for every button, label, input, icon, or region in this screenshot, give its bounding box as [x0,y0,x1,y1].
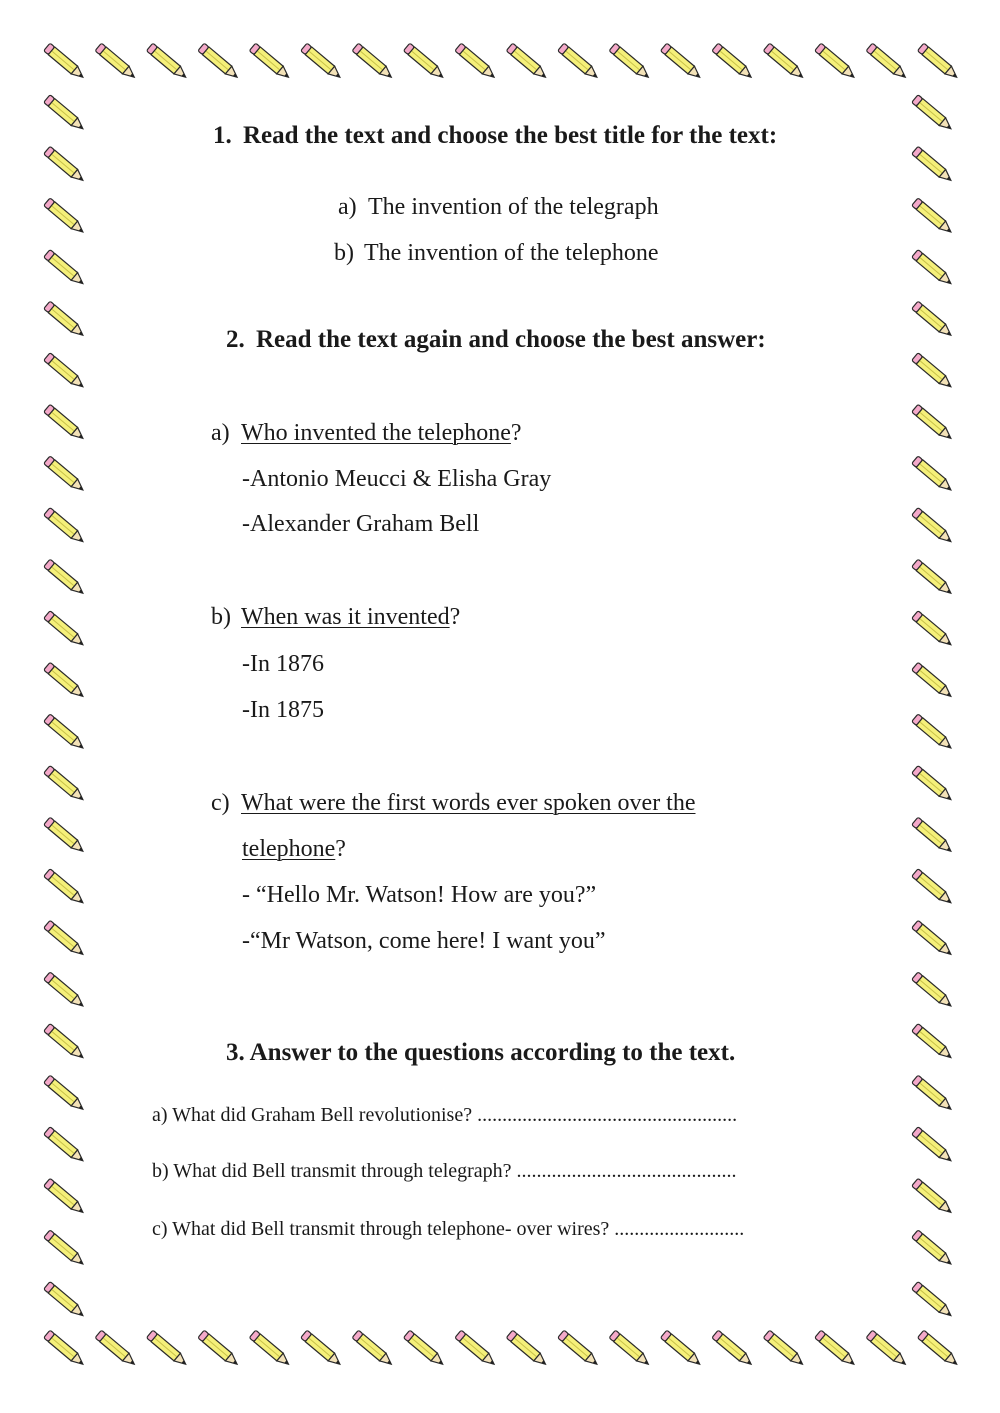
pencil-icon [912,146,954,184]
pencil-icon [912,1282,954,1320]
section3-question-a: a) What did Graham Bell revolutionise? .................................................... [152,1104,738,1126]
pencil-icon [352,1330,394,1368]
pencil-icon [912,508,954,546]
pencil-icon [917,43,959,81]
pencil-icon [455,1330,497,1368]
pencil-icon [912,714,954,752]
section3-question-b: b) What did Bell transmit through telegraph? ............................................ [152,1160,737,1182]
pencil-icon [95,43,137,81]
question-c-choice-2: -“Mr Watson, come here! I want you” [242,928,606,954]
pencil-icon [249,43,291,81]
pencil-icon [198,43,240,81]
pencil-icon [249,1330,291,1368]
section3-heading: 3. Answer to the questions according to the text. [226,1039,736,1066]
pencil-icon [44,198,86,236]
pencil-icon [44,714,86,752]
pencil-icon [912,920,954,958]
pencil-icon [912,559,954,597]
pencil-icon [44,43,86,81]
pencil-icon [912,1024,954,1062]
pencil-icon [95,1330,137,1368]
pencil-icon [352,43,394,81]
question-b: b) When was it invented? [211,604,461,630]
pencil-icon [912,404,954,442]
pencil-icon [912,611,954,649]
pencil-icon [44,95,86,133]
pencil-icon [912,817,954,855]
pencil-icon [912,972,954,1010]
pencil-icon [712,43,754,81]
pencil-icon [866,1330,908,1368]
pencil-icon [403,43,445,81]
pencil-icon [44,404,86,442]
pencil-icon [44,972,86,1010]
pencil-icon [912,1230,954,1268]
pencil-icon [912,1127,954,1165]
pencil-icon [44,146,86,184]
pencil-icon [558,1330,600,1368]
question-b-choice-1: -In 1876 [242,651,324,677]
pencil-icon [44,1330,86,1368]
pencil-icon [763,43,805,81]
pencil-icon [301,43,343,81]
pencil-icon [815,1330,857,1368]
pencil-icon [609,1330,651,1368]
pencil-icon [44,250,86,288]
pencil-icon [301,1330,343,1368]
pencil-icon [912,1178,954,1216]
pencil-icon [403,1330,445,1368]
pencil-icon [506,43,548,81]
pencil-icon [815,43,857,81]
pencil-icon [912,301,954,339]
question-c-line2: telephone? [242,836,346,862]
section1-heading: 1. Read the text and choose the best title for the text: [213,122,778,149]
pencil-icon [44,1178,86,1216]
question-a: a) Who invented the telephone? [211,420,522,446]
pencil-icon [912,1075,954,1113]
pencil-icon [912,198,954,236]
question-a-choice-2: -Alexander Graham Bell [242,511,480,537]
pencil-icon [912,662,954,700]
pencil-icon [44,766,86,804]
pencil-icon [558,43,600,81]
pencil-icon [912,353,954,391]
pencil-icon [660,1330,702,1368]
pencil-icon [609,43,651,81]
pencil-icon [146,43,188,81]
pencil-icon [912,869,954,907]
pencil-icon [44,1282,86,1320]
section3-question-c: c) What did Bell transmit through telephone- over wires? .......................... [152,1218,745,1240]
pencil-icon [146,1330,188,1368]
pencil-icon [44,869,86,907]
pencil-icon [44,1024,86,1062]
pencil-icon [712,1330,754,1368]
pencil-icon [44,559,86,597]
pencil-icon [44,1075,86,1113]
pencil-icon [44,1230,86,1268]
pencil-icon [455,43,497,81]
section1-option-a: a) The invention of the telegraph [338,194,659,220]
question-c-choice-1: - “Hello Mr. Watson! How are you?” [242,882,597,908]
pencil-icon [44,353,86,391]
pencil-icon [912,766,954,804]
pencil-icon [912,250,954,288]
pencil-icon [44,662,86,700]
section1-option-b: b) The invention of the telephone [334,240,659,266]
pencil-icon [44,920,86,958]
pencil-icon [44,456,86,494]
pencil-icon [44,1127,86,1165]
pencil-icon [44,817,86,855]
pencil-icon [917,1330,959,1368]
pencil-icon [912,456,954,494]
pencil-icon [198,1330,240,1368]
pencil-icon [763,1330,805,1368]
section2-heading: 2. Read the text again and choose the best answer: [226,326,766,353]
pencil-icon [44,611,86,649]
pencil-icon [912,95,954,133]
question-a-choice-1: -Antonio Meucci & Elisha Gray [242,466,552,492]
pencil-icon [44,508,86,546]
question-c: c) What were the first words ever spoken over the [211,790,696,816]
pencil-icon [44,301,86,339]
pencil-icon [660,43,702,81]
pencil-icon [506,1330,548,1368]
pencil-icon [866,43,908,81]
question-b-choice-2: -In 1875 [242,697,324,723]
